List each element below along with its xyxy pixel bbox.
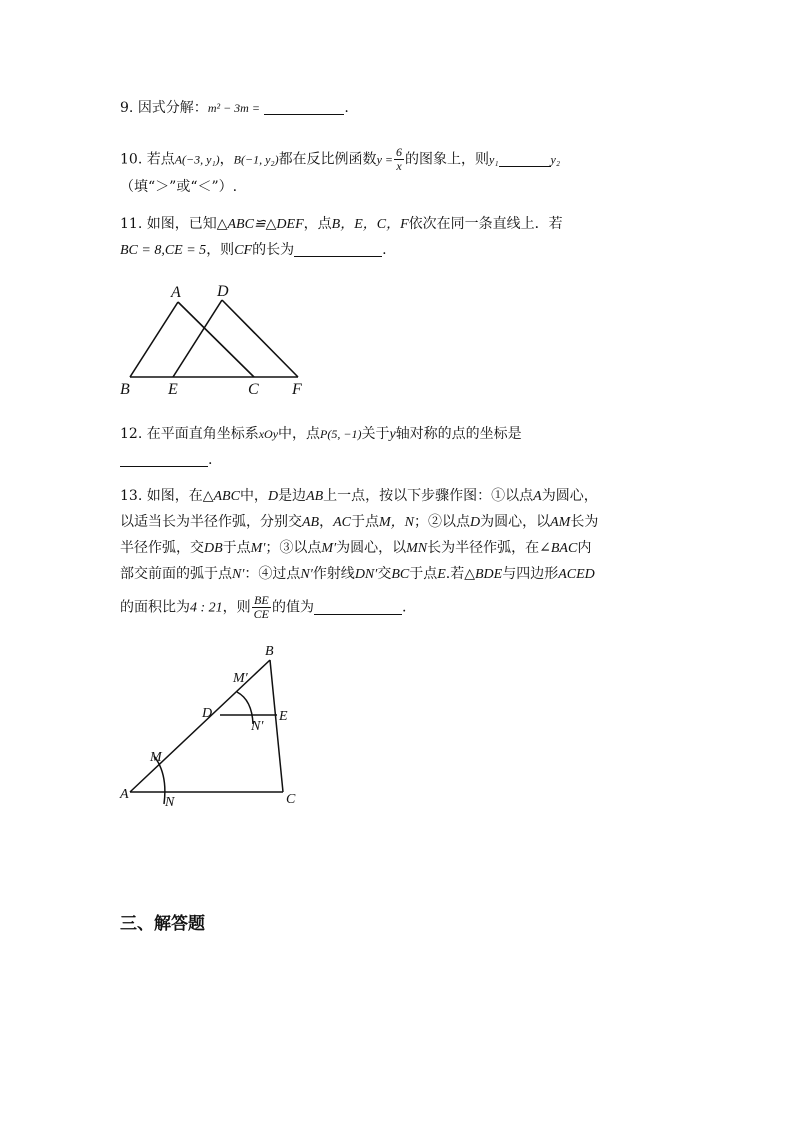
q13-text: 为圆心，以 <box>336 540 407 556</box>
q11-label-f: F <box>292 381 302 398</box>
q12-coordinate-system: xOy <box>258 427 279 441</box>
q13-label-e: E <box>279 709 288 724</box>
q11-congruence: △ABC≌△DEF <box>216 217 304 232</box>
q12-t4: 轴对称的点的坐标是 <box>395 426 522 442</box>
q13-math: D <box>470 515 481 530</box>
q13-text: 为圆心， <box>541 488 598 504</box>
q13-text: 与四边形 <box>502 566 559 582</box>
question-11 <box>120 214 563 235</box>
q13-math: BDE <box>475 567 503 582</box>
q11-cf: CF <box>234 243 253 258</box>
q13-label-b: B <box>265 644 274 659</box>
q11-side-ac <box>178 302 254 377</box>
q11-t1: 如图，已知 <box>146 216 217 232</box>
q10-t1: 若点 <box>146 151 175 168</box>
q9-end: . <box>344 100 349 116</box>
q13-math: N′ <box>300 567 313 582</box>
q13-math: AB <box>306 489 324 504</box>
q13-label-nprime: N′ <box>251 719 264 734</box>
q13-text: ；③以点 <box>265 540 322 556</box>
q13-text: 为圆心，以 <box>480 514 551 530</box>
section-heading: 三、解答题 <box>120 914 205 934</box>
q11-side-ab <box>130 302 178 377</box>
question-10-line2 <box>120 177 237 197</box>
q13-math: ∠BAC <box>539 541 578 556</box>
q10-fn-lhs: y = <box>376 152 393 167</box>
q13-ratio: 4 : 21 <box>190 600 223 616</box>
q13-text: 半径作弧，交 <box>120 540 204 556</box>
q11-side-df <box>222 300 298 377</box>
q9-text: 因式分解： <box>137 100 208 116</box>
q13-math: M′ <box>250 541 266 556</box>
q13-math: AM <box>550 515 571 530</box>
q10-y1: y₁ <box>489 152 499 167</box>
q13-text: 如图，在 <box>146 488 203 504</box>
q11-points: B，E，C，F <box>331 217 409 232</box>
q12-t1: 在平面直角坐标系 <box>146 426 259 442</box>
q10-t2: 都在反比例函数 <box>278 151 377 168</box>
q13-math: △ABC <box>202 489 240 504</box>
q10-line2: （填“＞”或“＜”）. <box>120 179 238 195</box>
q13-number: 13. <box>120 488 143 504</box>
q13-end: . <box>402 599 407 616</box>
q12-end: . <box>208 452 213 468</box>
q13-math: DB <box>204 541 223 556</box>
q13-text: .若△ <box>445 566 475 582</box>
question-10 <box>120 146 560 173</box>
question-13-line5 <box>120 594 406 621</box>
q13-text: 长为半径作弧，在 <box>427 540 540 556</box>
q13-text: 的面积比为 <box>120 599 190 616</box>
question-13 <box>120 486 598 507</box>
q13-math: E <box>437 567 446 582</box>
q13-text: 中， <box>239 488 268 504</box>
q13-math: MN <box>406 541 428 556</box>
q10-t3: 的图象上，则 <box>405 151 489 168</box>
q11-label-d: D <box>217 283 229 300</box>
q12-axis: y <box>389 427 396 442</box>
q13-text: ， <box>319 514 334 530</box>
q10-fraction <box>394 146 404 173</box>
q13-label-n: N <box>165 795 175 810</box>
q11-triangle-figure <box>110 278 320 403</box>
q13-text: 于点 <box>351 514 379 530</box>
q13-fraction-denominator: CE <box>253 607 270 621</box>
q11-end: . <box>382 242 387 258</box>
q11-t4: ，则 <box>206 242 235 258</box>
q13-fraction <box>252 594 271 621</box>
q12-number: 12. <box>120 426 143 442</box>
question-11-line2 <box>120 240 387 261</box>
q10-fraction-numerator: 6 <box>396 145 402 159</box>
q13-text: 上一点，按以下步骤作图：①以点 <box>323 488 534 504</box>
question-12 <box>120 424 522 445</box>
q10-number: 10. <box>120 151 143 168</box>
q13-text: 的值为 <box>272 599 315 616</box>
q11-label-b: B <box>120 381 130 398</box>
q10-answer-blank[interactable] <box>499 151 551 167</box>
q11-label-a: A <box>171 284 181 301</box>
question-13-line3 <box>120 538 591 559</box>
question-13-line2 <box>120 512 598 533</box>
q13-answer-blank[interactable] <box>314 599 402 615</box>
q9-number: 9. <box>120 100 134 116</box>
q11-t2: ，点 <box>303 216 332 232</box>
q11-label-e: E <box>168 381 178 398</box>
q13-text: 于点 <box>222 540 251 556</box>
q13-text: ：④过点 <box>244 566 301 582</box>
q13-label-a: A <box>120 787 129 802</box>
q13-construction-figure <box>110 640 310 815</box>
q12-t2: 中，点 <box>278 426 321 442</box>
q13-math: M，N <box>379 515 414 530</box>
q13-text: 部交前面的弧于点 <box>120 566 232 582</box>
q11-condition: BC = 8,CE = 5 <box>120 243 207 258</box>
q13-text: ；②以点 <box>414 514 470 530</box>
q11-label-c: C <box>248 381 259 398</box>
q13-text: 是边 <box>278 488 307 504</box>
question-12-line2 <box>120 450 212 470</box>
q12-answer-blank[interactable] <box>120 451 208 467</box>
q13-side-bc <box>270 660 283 792</box>
q10-point-a: A(−3, y₁) <box>174 152 220 167</box>
q10-sep: ， <box>219 151 234 168</box>
q11-answer-blank[interactable] <box>294 241 382 257</box>
q11-t3: 依次在同一条直线上．若 <box>408 216 563 232</box>
q13-label-m: M <box>150 750 162 765</box>
q13-label-c: C <box>286 792 296 807</box>
q13-text: ，则 <box>222 599 251 616</box>
q13-text: 内 <box>577 540 592 556</box>
q12-point: P(5, −1) <box>320 427 362 441</box>
q13-math: BC <box>391 567 410 582</box>
q13-math: AB <box>302 515 320 530</box>
q13-text: 以适当长为半径作弧，分别交 <box>120 514 302 530</box>
q13-math: DN′ <box>354 567 378 582</box>
q13-math: A <box>533 489 542 504</box>
q13-side-ab <box>130 660 270 792</box>
q13-math: D <box>267 489 279 504</box>
q13-math: ACED <box>558 567 595 582</box>
q9-answer-blank[interactable] <box>264 99 344 115</box>
q11-t5: 的长为 <box>252 242 295 258</box>
q9-expression: m² − 3m = <box>207 101 260 115</box>
q13-text: 长为 <box>570 514 599 530</box>
q13-label-mprime: M′ <box>233 671 248 686</box>
q12-t3: 关于 <box>361 426 390 442</box>
q13-label-d: D <box>202 706 213 721</box>
question-9 <box>120 98 349 118</box>
q13-text: 于点 <box>409 566 438 582</box>
q13-math: N′ <box>232 567 245 582</box>
q13-math: M′ <box>321 541 337 556</box>
q13-text: 交 <box>377 566 392 582</box>
q13-fraction-numerator: BE <box>252 594 271 608</box>
q10-y2: y₂ <box>550 152 560 167</box>
q10-point-b: B(−1, y₂) <box>233 152 279 167</box>
q13-text: 作射线 <box>312 566 355 582</box>
question-13-line4 <box>120 564 595 585</box>
q10-fraction-denominator: x <box>396 159 402 173</box>
q13-math: AC <box>333 515 351 530</box>
q11-number: 11. <box>120 216 143 232</box>
